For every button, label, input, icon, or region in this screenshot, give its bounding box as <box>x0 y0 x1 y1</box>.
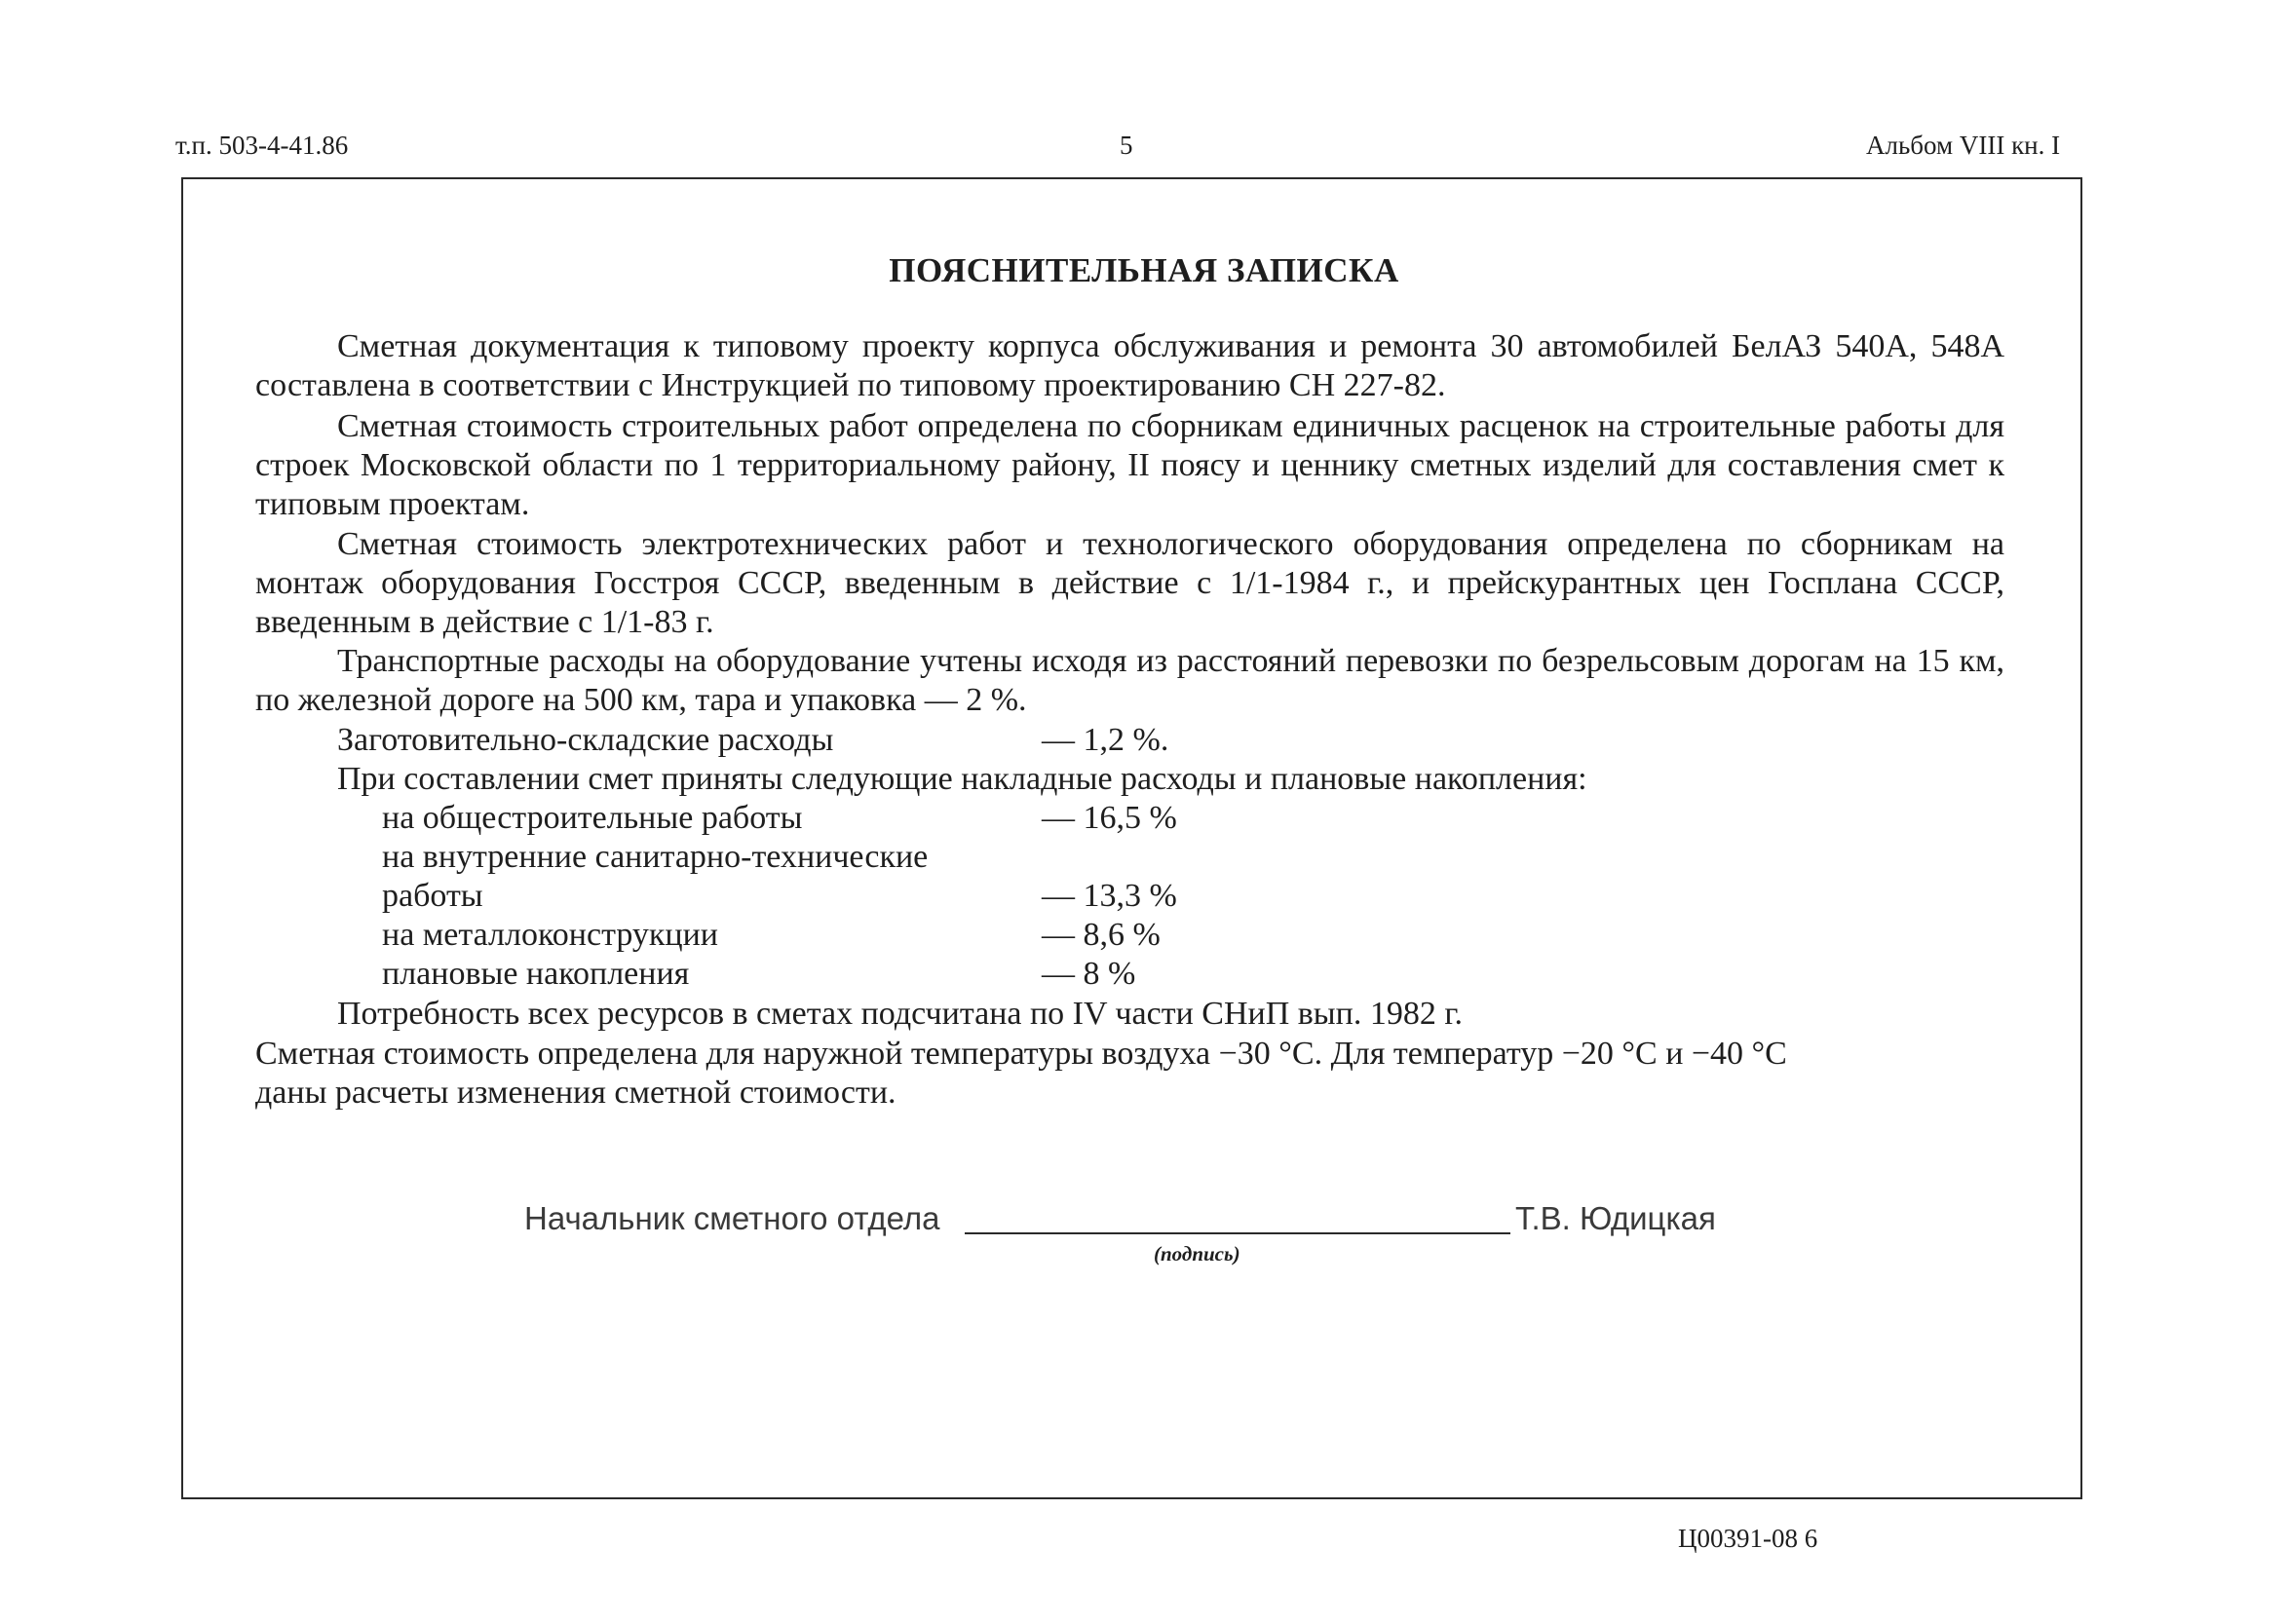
signature-role: Начальник сметного отдела <box>524 1200 940 1236</box>
temperature-note-line-2: даны расчеты изменения сметной стоимости. <box>255 1075 896 1111</box>
procurement-value: — 1,2 %. <box>1042 722 1169 758</box>
paragraph-4 <box>255 642 2004 720</box>
paragraph-2 <box>255 407 2004 524</box>
overhead-value: — 8 % <box>1042 956 1136 992</box>
paragraph-3 <box>255 525 2004 642</box>
document-title: ПОЯСНИТЕЛЬНАЯ ЗАПИСКА <box>889 251 1399 289</box>
overhead-label: на внутренние санитарно-технические <box>382 839 929 875</box>
footer-document-code: Ц00391-08 6 <box>1678 1524 1818 1553</box>
paragraph-1 <box>255 327 2004 405</box>
header-project-code: т.п. 503-4-41.86 <box>175 131 349 160</box>
overheads-intro: При составлении смет приняты следующие накладные расходы и плановые накопления: <box>337 761 1587 797</box>
signature-name: Т.В. Юдицкая <box>1515 1200 1716 1236</box>
resources-note: Потребность всех ресурсов в сметах подсчитана по IV части СНиП вып. 1982 г. <box>337 996 1463 1032</box>
overhead-label: работы <box>382 878 483 914</box>
overhead-label: на общестроительные работы <box>382 800 803 836</box>
overhead-value: — 16,5 % <box>1042 800 1177 836</box>
temperature-note-line-1: Сметная стоимость определена для наружной температуры воздуха −30 °С. Для температур −20 °С и −40 °С <box>255 1036 1787 1072</box>
paragraph-4-text: Транспортные расходы на оборудование учтены исходя из расстояний перевозки по безрельсовым дорогам на 15 км, по железной дороге на 500 км, тара и упаковка — 2 %. <box>255 643 2004 718</box>
procurement-label: Заготовительно-складские расходы <box>337 722 834 758</box>
paragraph-3-text: Сметная стоимость электротехнических работ и технологического оборудования определена по сборникам на монтаж оборудования Госстроя СССР, введенным в действие с 1/1-1984 г., и прейскурантных цен Госплана СССР, введенным в действие с 1/1-83 г. <box>255 526 2004 640</box>
header-page-number: 5 <box>1120 131 1133 160</box>
overhead-label: плановые накопления <box>382 956 690 992</box>
paragraph-1-text: Сметная документация к типовому проекту корпуса обслуживания и ремонта 30 автомобилей БелАЗ 540А, 548А составлена в соответствии с Инструкцией по типовому проектированию СН 227-82. <box>255 328 2004 403</box>
overhead-value: — 8,6 % <box>1042 917 1161 953</box>
overhead-value: — 13,3 % <box>1042 878 1177 914</box>
overhead-label: на металлоконструкции <box>382 917 718 953</box>
signature-hint: (подпись) <box>1154 1242 1240 1265</box>
header-album-label: Альбом VIII кн. I <box>1866 131 2061 160</box>
signature-line <box>965 1232 1510 1234</box>
paragraph-2-text: Сметная стоимость строительных работ определена по сборникам единичных расценок на строительные работы для строек Московской области по 1 территориальному району, II поясу и ценнику сметных изделий для составления смет к типовым проектам. <box>255 408 2004 522</box>
